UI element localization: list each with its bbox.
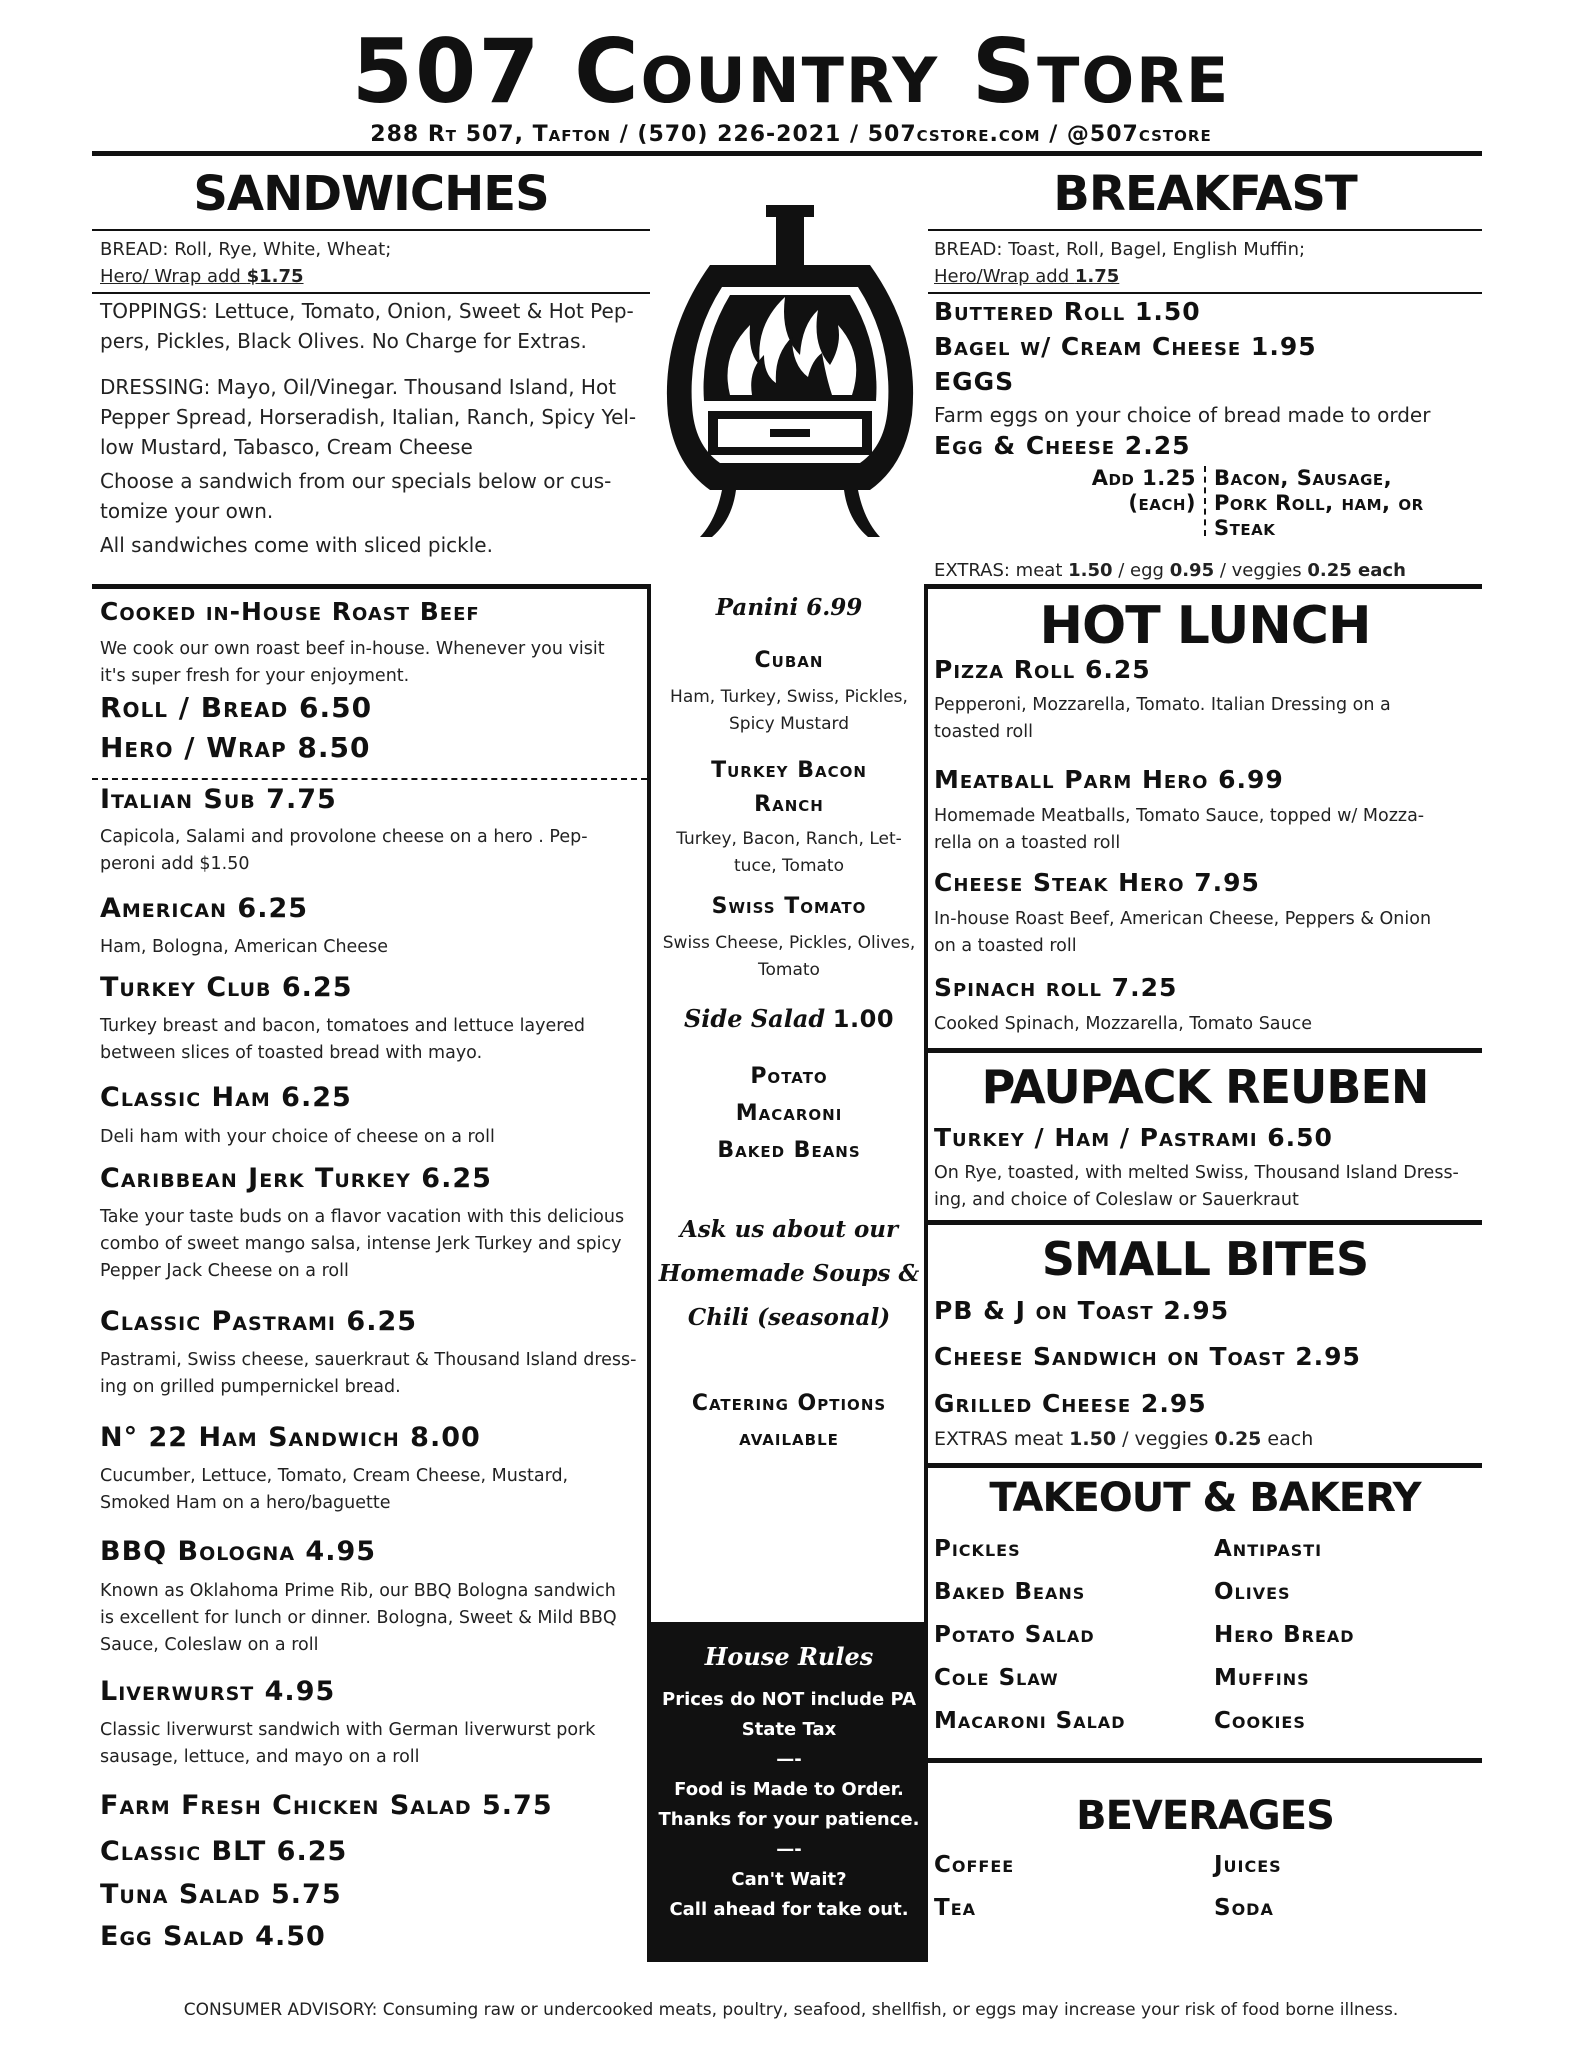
sandwich-pickle-note: All sandwiches come with sliced pickle. xyxy=(100,533,493,557)
breakfast-heading-rule xyxy=(928,229,1482,231)
takeout-left-list xyxy=(934,1528,1125,1743)
breakfast-heading: BREAKFAST xyxy=(1053,166,1357,222)
sandwiches-heading: SANDWICHES xyxy=(193,166,549,222)
italian-sub-desc: Capicola, Salami and provolone cheese on a hero . Pep- peroni add $1.50 xyxy=(100,827,588,874)
classic-pastrami: Classic Pastrami 6.25 xyxy=(100,1306,418,1337)
buttered-roll: Buttered Roll 1.50 xyxy=(934,297,1201,326)
turkey-bacon-ranch: Turkey Bacon Ranch xyxy=(711,758,867,817)
egg-salad: Egg Salad 4.50 xyxy=(100,1921,326,1952)
takeout-item: Baked Beans xyxy=(934,1579,1086,1605)
takeout-item: Macaroni Salad xyxy=(934,1708,1126,1734)
takeout-right-list xyxy=(1214,1528,1355,1743)
right-section-rule xyxy=(928,584,1482,589)
classic-blt: Classic BLT 6.25 xyxy=(100,1836,348,1867)
italian-sub: Italian Sub 7.75 xyxy=(100,784,337,815)
takeout-item: Antipasti xyxy=(1214,1536,1323,1562)
takeout-heading: TAKEOUT & BAKERY xyxy=(989,1475,1421,1521)
takeout-rule xyxy=(928,1463,1482,1468)
reuben-rule xyxy=(928,1048,1482,1053)
meatball-parm-hero: Meatball Parm Hero 6.99 xyxy=(934,765,1284,794)
grilled-cheese: Grilled Cheese 2.95 xyxy=(934,1389,1207,1418)
liverwurst-desc: Classic liverwurst sandwich with German liverwurst pork sausage, lettuce, and mayo on a roll xyxy=(100,1720,596,1767)
spinach-roll: Spinach roll 7.25 xyxy=(934,973,1178,1002)
bbq-bologna: BBQ Bologna 4.95 xyxy=(100,1536,377,1567)
header-rule xyxy=(92,151,1482,156)
beverage-item: Tea xyxy=(934,1895,977,1921)
add-divider xyxy=(1204,466,1206,536)
pizza-roll: Pizza Roll 6.25 xyxy=(934,655,1151,684)
pbj-toast: PB & J on Toast 2.95 xyxy=(934,1296,1230,1325)
cheese-steak-hero-desc: In-house Roast Beef, American Cheese, Peppers & Onion on a toasted roll xyxy=(934,909,1432,956)
turkey-club: Turkey Club 6.25 xyxy=(100,972,353,1003)
american: American 6.25 xyxy=(100,893,309,924)
small-bites-extras: EXTRAS meat 1.50 / veggies 0.25 each xyxy=(934,1428,1314,1450)
soups-note: Ask us about our Homemade Soups & Chili (seasonal) xyxy=(658,1216,920,1331)
side-options: Potato Macaroni Baked Beans xyxy=(717,1064,861,1163)
consumer-advisory: CONSUMER ADVISORY: Consuming raw or undercooked meats, poultry, seafood, shellfish, or eggs may increase your risk of food borne illness. xyxy=(183,2000,1399,2020)
left-section-rule xyxy=(92,584,650,589)
egg-cheese: Egg & Cheese 2.25 xyxy=(934,431,1191,460)
hot-lunch-heading: HOT LUNCH xyxy=(1039,596,1371,656)
beverage-item: Soda xyxy=(1214,1895,1274,1921)
roast-beef-name: Cooked in-House Roast Beef xyxy=(100,597,480,626)
house-rules-title: House Rules xyxy=(704,1642,874,1671)
meatball-parm-hero-desc: Homemade Meatballs, Tomato Sauce, topped w/ Mozza- rella on a toasted roll xyxy=(934,806,1425,853)
beverages-right-list xyxy=(1214,1844,1282,1930)
bread-rule xyxy=(92,292,650,294)
sandwich-bread-note: BREAD: Roll, Rye, White, Wheat; Hero/ Wrap add $1.75 xyxy=(100,239,392,287)
spinach-roll-desc: Cooked Spinach, Mozzarella, Tomato Sauce xyxy=(934,1014,1313,1034)
beverage-item: Juices xyxy=(1214,1852,1282,1878)
takeout-item: Cole Slaw xyxy=(934,1665,1059,1691)
breakfast-bread-note: BREAD: Toast, Roll, Bagel, English Muffin; Hero/Wrap add 1.75 xyxy=(934,239,1306,287)
takeout-item: Cookies xyxy=(1214,1708,1306,1734)
beverages-left-list xyxy=(934,1844,1014,1930)
classic-pastrami-desc: Pastrami, Swiss cheese, sauerkraut & Thousand Island dress- ing on grilled pumpernickel bread. xyxy=(100,1350,637,1397)
no22-ham-sandwich-desc: Cucumber, Lettuce, Tomato, Cream Cheese, Mustard, Smoked Ham on a hero/baguette xyxy=(100,1466,569,1513)
cheese-steak-hero: Cheese Steak Hero 7.95 xyxy=(934,868,1260,897)
eggs-desc: Farm eggs on your choice of bread made to order xyxy=(934,403,1431,427)
bagel-cream-cheese: Bagel w/ Cream Cheese 1.95 xyxy=(934,332,1317,361)
breakfast-bread-rule xyxy=(928,292,1482,294)
panini-heading: Panini 6.99 xyxy=(715,594,863,621)
reuben-heading: PAUPACK REUBEN xyxy=(981,1060,1429,1114)
beverage-item: Coffee xyxy=(934,1852,1015,1878)
roast-beef-dashed-rule xyxy=(92,778,647,780)
store-title: 507 Country Store xyxy=(351,20,1231,123)
liverwurst: Liverwurst 4.95 xyxy=(100,1676,336,1707)
classic-ham-desc: Deli ham with your choice of cheese on a roll xyxy=(100,1127,495,1147)
wood-stove-icon xyxy=(660,205,920,545)
takeout-item: Olives xyxy=(1214,1579,1291,1605)
roast-beef-desc: We cook our own roast beef in-house. Whenever you visit it's super fresh for your enjoyment. xyxy=(100,639,605,686)
house-rules-box xyxy=(651,1622,927,1962)
reuben-desc: On Rye, toasted, with melted Swiss, Thousand Island Dress- ing, and choice of Coleslaw or Sauerkraut xyxy=(934,1163,1459,1210)
bbq-bologna-desc: Known as Oklahoma Prime Rib, our BBQ Bologna sandwich is excellent for lunch or dinner. Bologna, Sweet & Mild BBQ Sauce, Coleslaw on a roll xyxy=(100,1581,617,1655)
turkey-club-desc: Turkey breast and bacon, tomatoes and lettuce layered between slices of toasted bread with mayo. xyxy=(100,1016,585,1063)
swiss-tomato: Swiss Tomato xyxy=(711,894,867,919)
sandwich-choose-note: Choose a sandwich from our specials below or cus- tomize your own. xyxy=(100,469,612,523)
add-price: Add 1.25 (each) xyxy=(1091,466,1196,515)
takeout-item: Muffins xyxy=(1214,1665,1310,1691)
swiss-tomato-desc: Swiss Cheese, Pickles, Olives, Tomato xyxy=(662,933,916,980)
takeout-item: Potato Salad xyxy=(934,1622,1095,1648)
sandwich-toppings-note: TOPPINGS: Lettuce, Tomato, Onion, Sweet & Hot Pep- pers, Pickles, Black Olives. No Charge for Extras. xyxy=(100,299,634,353)
roast-beef-hero-price: Hero / Wrap 8.50 xyxy=(100,731,371,764)
turkey-bacon-ranch-desc: Turkey, Bacon, Ranch, Let- tuce, Tomato xyxy=(676,829,902,876)
catering-note: Catering Options available xyxy=(691,1391,887,1451)
small-bites-heading: SMALL BITES xyxy=(1041,1232,1369,1286)
classic-ham: Classic Ham 6.25 xyxy=(100,1082,352,1113)
roast-beef-roll-price: Roll / Bread 6.50 xyxy=(100,691,373,724)
sandwiches-heading-rule xyxy=(92,229,650,231)
small-bites-rule xyxy=(928,1220,1482,1225)
breakfast-extras: EXTRAS: meat 1.50 / egg 0.95 / veggies 0.25 each xyxy=(934,560,1406,581)
reuben-item: Turkey / Ham / Pastrami 6.50 xyxy=(934,1123,1333,1152)
cuban-desc: Ham, Turkey, Swiss, Pickles, Spicy Mustard xyxy=(670,687,908,734)
beverages-heading: BEVERAGES xyxy=(1076,1793,1334,1839)
house-rules-tax: Prices do NOT include PA State Tax —- Food is Made to Order. Thanks for your patience. —- Can't Wait? Call ahead for take out. xyxy=(658,1689,920,1920)
cuban: Cuban xyxy=(754,648,824,673)
chicken-salad: Farm Fresh Chicken Salad 5.75 xyxy=(100,1790,553,1821)
caribbean-jerk-turkey: Caribbean Jerk Turkey 6.25 xyxy=(100,1163,492,1194)
tuna-salad: Tuna Salad 5.75 xyxy=(100,1879,342,1910)
add-ons-list: Bacon, Sausage, Pork Roll, ham, or Steak xyxy=(1214,466,1424,540)
sandwich-dressing-note: DRESSING: Mayo, Oil/Vinegar. Thousand Island, Hot Pepper Spread, Horseradish, Italian, Ranch, Spicy Yel- low Mustard, Tabasco, Cream Cheese xyxy=(100,375,637,459)
beverages-rule xyxy=(928,1758,1482,1763)
side-salad: Side Salad 1.00 xyxy=(683,1004,895,1033)
takeout-item: Hero Bread xyxy=(1214,1622,1355,1648)
cheese-sandwich-toast: Cheese Sandwich on Toast 2.95 xyxy=(934,1342,1361,1371)
caribbean-jerk-turkey-desc: Take your taste buds on a flavor vacation with this delicious combo of sweet mango salsa, intense Jerk Turkey and spicy Pepper Jack Cheese on a roll xyxy=(100,1207,625,1281)
store-contact-line: 288 Rt 507, Tafton / (570) 226-2021 / 507cstore.com / @507cstore xyxy=(370,122,1212,147)
takeout-item: Pickles xyxy=(934,1536,1021,1562)
no22-ham-sandwich: N° 22 Ham Sandwich 8.00 xyxy=(100,1422,481,1453)
eggs-heading: EGGS xyxy=(934,367,1015,396)
american-desc: Ham, Bologna, American Cheese xyxy=(100,937,388,957)
pizza-roll-desc: Pepperoni, Mozzarella, Tomato. Italian Dressing on a toasted roll xyxy=(934,695,1391,742)
